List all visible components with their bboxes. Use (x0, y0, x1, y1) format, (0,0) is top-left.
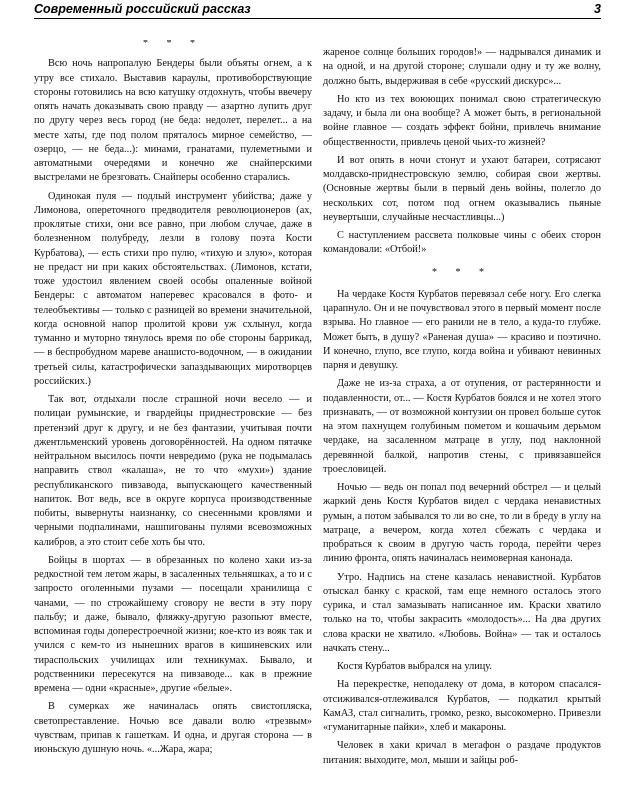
paragraph: Утро. Надпись на стене казалась ненавистной. Курбатов отыскал банку с краской, там еще немного осталось этого сурика, и стал замазывать написанное им. Краски хватило только на то, чтобы закрасить «молодость»... На два других слова краски не хватило. «Любовь. Война» — так и осталось начкать стену... (323, 571, 601, 654)
paragraph: И вот опять в ночи стонут и ухают батареи, сотрясают молдавско-приднестровскую землю, собирая свои жертвы. (Основные жертвы были в первый день войны, полегло до нескольких сот, потом под огнем оказывались пьяные неувертыши, случайные несчастливцы...) (323, 154, 601, 223)
left-column (34, 40, 312, 800)
section-separator: * * * (432, 266, 492, 278)
paragraph: жареное солнце больших городов!» — надрывался динамик и на одной, и на другой стороне; слушали одну и ту же волну, должно быть, выдерживая в себе «русский дискурс»... (323, 47, 601, 87)
paragraph: На перекрестке, неподалеку от дома, в котором спасался-отсиживался-отлеживался Курбатов, — подкатил крытый КамАЗ, стал сигналить, громко, резко, высокомерно. Привезли «гуманитарные пайки», хлеб и макароны. (323, 679, 601, 733)
section-separator: * * * (143, 40, 203, 49)
paragraph: На чердаке Костя Курбатов перевязал себе ногу. Его слегка царапнуло. Он и не почувствовал этого в первый момент после взрыва. Но главное — его ранили не в тело, а куда-то глубже. Может быть, в душу? «Раненая душа» — красиво и поэтично. И конечно, глупо, все глупо, когда война и убивают невинных парня и девушку. (323, 288, 601, 371)
page-number: 3 (594, 2, 601, 16)
paragraph: Костя Курбатов выбрался на улицу. (337, 661, 492, 672)
running-header (34, 0, 601, 19)
header-title: Современный российский рассказ (34, 2, 251, 16)
paragraph: Бойцы в шортах — в обрезанных по колено хаки из-за редкостной тем летом жары, в засаленных тельняшках, а то и с запросто оголенными пузами — посещали хранилища с чанами, — по строжайшему сговору не вести в эту пору пальбу; и даже, бывало, фляжку-другую разопьют вместе, вспоминая годы допереcтроечной жизни; кое-кто из вояк так и учился с кем-то из нынешних врагов в кишиневских или тираспольских училищах или техникумах. Бывало, и родственники пересекутся на пивзаводе... как в прежние времена — одни «красные», другие «белые». (34, 554, 312, 694)
paragraph: С наступлением рассвета полковые чины с обеих сторон командовали: «Отбой!» (323, 230, 601, 256)
right-column (323, 46, 601, 806)
paragraph: Но кто из тех воюющих понимал свою стратегическую задачу, и была ли она вообще? А может быть, в региональной войне главное — создать эффект бойни, привлечь внимание общественности, привлечь ценой чьих-то жизней? (323, 93, 601, 148)
paragraph: Всю ночь напропалую Бендеры были объяты огнем, а к утру все стихало. Выставив караулы, противоборствующие стороны готовились на всю катушку отдохнуть, чтобы ввечеру опять начать доказывать свою правду — азартно лупить друг по другу через весь город (не беда: недолет, перелет... а на месте хаты, где под полом пряталось мирное семейство, — озерцо, — не беда...): минами, гранатами, пулеметными и автоматными очередями и конечно же снайперскими выстрелами не брезговать. Снайперы особенно старались. (34, 58, 312, 184)
paragraph: В сумерках же начиналась опять свистопляска, светопреставление. Ночью все давали волю «трезвым» чувствам, припав к гашеткам. И одна, и другая сторона — в июньскую душную ночь. «...Жара, жара; (34, 701, 312, 755)
paragraph: Так вот, отдыхали после страшной ночи весело — и полицаи румынские, и гвардейцы приднестровские — без претензий друг к другу, и не без фантазии, учитывая почти джентльменский уровень договорённостей. На одном пятачке нейтральном высилось почти невредимо (рука не подымалась направить ствол «калаша», не то что «мухи») здание республиканского пивзавода, выпускающего качественный напиток. Вот ведь, все в округе корпуса производственные побиты, вывернуты наизнанку, со снесенными кровлями и черными подпалинами, нашпигованы пулями всевозможных калибров, а это стоит себе хоть бы что. (34, 394, 312, 548)
paragraph: Ночью — ведь он попал под вечерний обстрел — и целый жаркий день Костя Курбатов видел с чердака ненавистных румын, а потом забывался то ли во сне, то ли в бреду в углу на матраце, а вечером, когда хотел сбежать с чердака и пробраться к своим в другую часть города, перейти через линию фронта, опять начиналась неимоверная канонада. (323, 482, 601, 565)
paragraph: Человек в хаки кричал в мегафон о раздаче продуктов питания: выходите, мол, мыши и зайцы роб- (323, 740, 601, 766)
paragraph: Одинокая пуля — подлый инструмент убийства; даже у Лимонова, опереточного предводителя революционеров (ах, проклятые стихи, они все равно, при любом случае, даже в болезненном полубреду, лезли в голову поэта Кости Курбатова), — есть стихи про пулю, «тихую и злую», которая не предаст ни при каких обстоятельствах. (Лимонов, кстати, тоже удостоил явлением своей особы опаленные войной Бендеры: с автоматом наперевес красовался в фото- и телеобъективы — только с разницей во времени значительной, когда основной напор пролитой крови уж схлынул, когда туманно и муторно тянулось время по обе стороны баррикад, — в беспробудном мареве анашисто-водочном, — в ожидании третьей силы, катастрофически запаздывающих миротворцев российских.) (34, 190, 312, 387)
paragraph: Даже не из-за страха, а от отупения, от растерянности и подавленности, от... — Костя Курбатов боялся и не хотел этого признавать, — от возможной контузии он провел больше суток на этом пахнущем голубиным пометом и кошачьим дерьмом чердаке, на засаленном матраце в углу, под наклонной деревянной балкой, напротив стены, с привязавшейся троесловицей. (323, 378, 601, 475)
